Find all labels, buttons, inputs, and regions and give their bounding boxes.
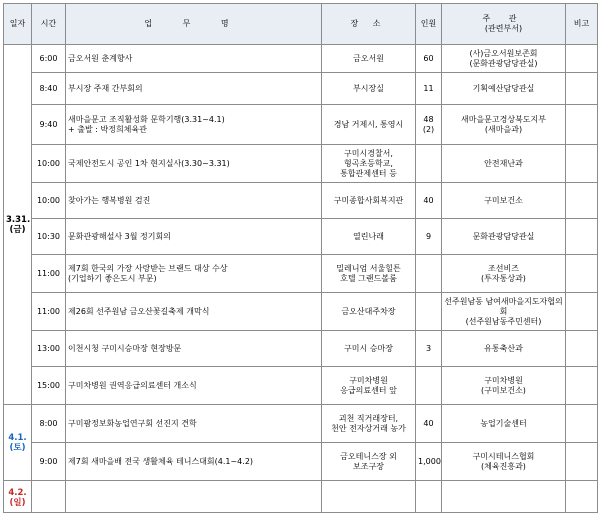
table-row [4,293,598,331]
task-cell [66,45,322,73]
header-task-label: 업 무 명 [144,19,243,28]
place-line: 괴천 직거래장터, [338,413,399,423]
host-sub-line: (체육진흥과) [481,461,526,471]
count-cell [416,219,442,255]
task-cell [66,73,322,105]
task-line: 제26회 선주원남 금오산꽃길축제 개막식 [68,306,210,316]
header-date: 일자 [4,4,32,45]
task-line: 국제안전도시 공인 1차 현지실사(3.30~3.31) [68,158,230,168]
place-cell [322,105,416,145]
task-cell [66,443,322,481]
place-cell [322,367,416,405]
host-line: 농업기술센터 [480,418,527,428]
time-cell: 13:00 [32,331,66,367]
host-cell [442,219,566,255]
count-cell [416,45,442,73]
table-row [4,367,598,405]
place-cell [322,293,416,331]
header-note: 비고 [566,4,598,45]
host-line: 유통축산과 [484,343,523,353]
place-cell [322,331,416,367]
count-line: 40 [423,418,434,428]
host-line: 새마을문고경상북도지부 [460,114,546,124]
header-task [66,4,322,45]
count-line: 3 [425,343,432,353]
task-line: 부시장 주재 간부회의 [68,83,143,93]
place-line: 구미시경찰서, [344,148,393,158]
host-line: (사)금오서원보존회 [469,48,538,58]
time-cell: 8:00 [32,405,66,443]
time-cell: 15:00 [32,367,66,405]
task-line: 제7회 한국의 가장 사랑받는 브랜드 대상 수상 [68,263,228,273]
date-cell [4,45,32,405]
task-cell [66,255,322,293]
host-sub-line: (새마을과) [484,124,523,134]
table-row [4,255,598,293]
host-cell [442,105,566,145]
place-line: 구미시 승마장 [344,343,393,353]
place-cell [322,255,416,293]
time-cell: 11:00 [32,255,66,293]
place-line-2: 응급의료센터 앞 [340,385,397,395]
header-host-line2: (관련부서) [484,24,523,33]
place-line: 부시장실 [353,83,384,93]
time-cell: 9:00 [32,443,66,481]
place-line: 구미종합사회복지관 [333,195,404,205]
place-line: 구미차병원 [349,375,388,385]
count-line: 11 [423,83,434,93]
weekday-label: (일) [9,497,26,508]
place-line-2: 호텔 그랜드볼룸 [340,273,397,283]
task-line: 문화관광해설사 3월 정기회의 [68,231,171,241]
table-row [4,331,598,367]
place-cell [322,405,416,443]
header-row [4,4,598,45]
note-cell [566,45,598,73]
count-cell [416,331,442,367]
task-line: 이천시청 구미시승마장 현장방문 [68,343,182,353]
count-line: 40 [423,195,434,205]
place-line: 금오서원 [353,53,384,63]
host-cell [442,145,566,183]
task-cell [66,481,322,513]
note-cell [566,331,598,367]
time-cell: 10:30 [32,219,66,255]
place-line: 금오산대주차장 [341,306,396,316]
time-cell: 11:00 [32,293,66,331]
task-cell [66,183,322,219]
place-cell [322,481,416,513]
table-row [4,183,598,219]
date-cell [4,481,32,513]
count-cell [416,255,442,293]
host-line: 조선비즈 [488,263,519,273]
task-line: 금오서원 춘계향사 [68,53,133,63]
place-line: 열린나래 [353,231,384,241]
host-line: 구미보건소 [484,195,523,205]
time-cell: 8:40 [32,73,66,105]
note-cell [566,73,598,105]
task-cell [66,331,322,367]
table-row [4,405,598,443]
count-cell [416,481,442,513]
host-cell [442,293,566,331]
task-cell [66,105,322,145]
schedule-table [3,3,598,513]
place-line-3: 통합관제센터 등 [340,168,397,178]
count-cell [416,405,442,443]
time-cell: 10:00 [32,183,66,219]
host-cell [442,405,566,443]
host-line: 안전재난과 [484,158,523,168]
time-cell: 9:40 [32,105,66,145]
table-row [4,73,598,105]
time-cell [32,481,66,513]
note-cell [566,293,598,331]
table-row [4,145,598,183]
table-row [4,443,598,481]
host-sub-line: (문화관광담당관실) [469,58,538,68]
host-cell [442,481,566,513]
table-row [4,481,598,513]
count-cell [416,293,442,331]
header-host-line1: 주 관 [482,14,525,23]
place-line: 경남 거제시, 통영시 [333,119,404,129]
header-host [442,4,566,45]
count-line: 1,000 [418,456,441,466]
host-cell [442,73,566,105]
date-label: 4.1. [8,432,27,443]
host-cell [442,367,566,405]
place-cell [322,219,416,255]
date-label: 4.2. [8,487,27,498]
host-cell [442,331,566,367]
place-line-2: 천안 전자상거래 농가 [331,423,406,433]
note-cell [566,443,598,481]
header-place [322,4,416,45]
task-line: 제7회 새마을배 전국 생활체육 테니스대회(4.1~4.2) [68,456,254,466]
place-line-2: 형곡초등학교, [344,158,393,168]
place-line: 밀레니엄 서울힐튼 [336,263,401,273]
place-cell [322,183,416,219]
note-cell [566,145,598,183]
count-cell [416,183,442,219]
place-cell [322,73,416,105]
place-line-2: 보조구장 [353,461,384,471]
table-row [4,45,598,73]
task-line: 구미팜정보화농업연구회 선진지 견학 [68,418,197,428]
host-cell [442,255,566,293]
time-cell: 6:00 [32,45,66,73]
count-line: 60 [423,53,434,63]
task-cell [66,293,322,331]
note-cell [566,405,598,443]
task-sub-line: (기업하기 좋은도시 부문) [68,273,157,283]
header-place-label: 장 소 [350,19,387,28]
count-cell [416,367,442,405]
table-row [4,219,598,255]
weekday-label: (토) [9,442,26,453]
place-cell [322,443,416,481]
host-cell [442,443,566,481]
place-line: 금오테니스장 외 [340,451,397,461]
task-line: 새마을문고 조직활성화 문학기행(3.31~4.1) [68,114,225,124]
host-sub-line: (투자통상과) [481,273,526,283]
count-cell [416,443,442,481]
note-cell [566,255,598,293]
count-cell [416,105,442,145]
count-cell [416,73,442,105]
place-cell [322,45,416,73]
task-cell [66,367,322,405]
note-cell [566,367,598,405]
host-line: 기획예산담당관실 [472,83,535,93]
count-cell [416,145,442,183]
time-cell: 10:00 [32,145,66,183]
task-cell [66,219,322,255]
host-line: 구미시테니스협회 [472,451,535,461]
date-label: 3.31. [6,214,31,225]
count-line: 48 [423,114,434,124]
task-line: 구미차병원 권역응급의료센터 개소식 [68,380,197,390]
note-cell [566,105,598,145]
host-sub-line: (선주원남동주민센터) [465,316,542,326]
header-count: 인원 [416,4,442,45]
host-sub-line: (구미보건소) [481,385,526,395]
note-cell [566,219,598,255]
count-line: 9 [425,231,432,241]
host-line: 구미차병원 [484,375,523,385]
host-line: 선주원남동 남여새마을지도자협의회 [444,296,563,316]
place-cell [322,145,416,183]
count-sub-line: (2) [422,124,435,134]
host-line: 문화관광담당관실 [472,231,535,241]
task-cell [66,145,322,183]
task-sub-line: + 출발 : 박정희체육관 [68,124,147,134]
header-time: 시간 [32,4,66,45]
table-row [4,105,598,145]
note-cell [566,183,598,219]
date-cell [4,405,32,481]
weekday-label: (금) [9,224,26,235]
task-cell [66,405,322,443]
host-cell [442,183,566,219]
host-cell [442,45,566,73]
task-line: 찾아가는 행복병원 검진 [68,195,151,205]
note-cell [566,481,598,513]
